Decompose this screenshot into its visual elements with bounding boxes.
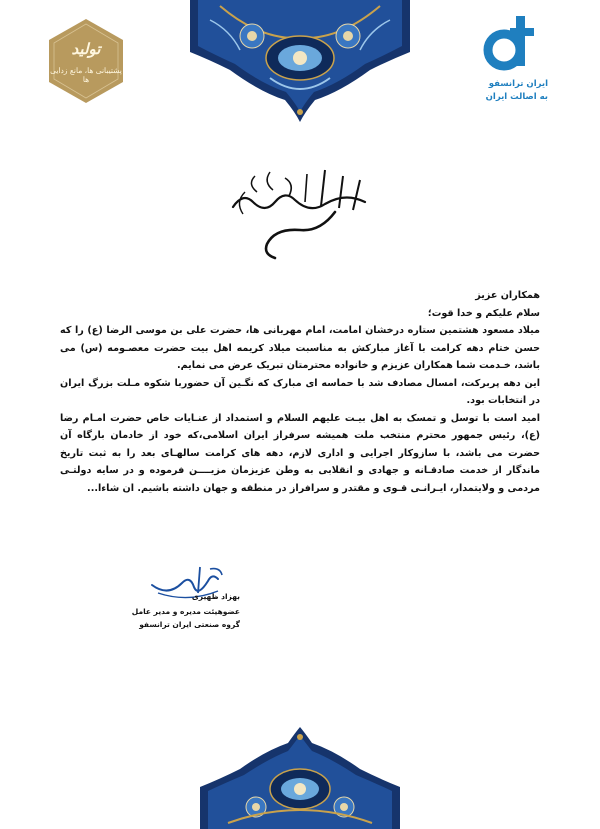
letter-body bbox=[60, 287, 540, 497]
salutation: همکاران عزیز bbox=[475, 290, 540, 301]
badge-title: تولید bbox=[71, 40, 101, 58]
paragraph-1: میلاد مسعود هشتمین ستاره درخشان امامت، امام مهربانی ها، حضرت علی بن موسی الرضا (ع) را که حسن ختام دهه کرامت با آغاز مبارکش به مناسبت میلاد کریمه اهل بیت حضرت معصـومه (س) می باشد، خـدمت شما همکاران عزیزم و خانواده محترمتان تبریک عرض می نمایم. bbox=[60, 325, 540, 371]
bottom-ornament bbox=[200, 727, 400, 829]
badge-subtitle: پشتیبانی ها، مانع زدایی ها bbox=[50, 66, 122, 84]
hexagon-badge-icon bbox=[48, 18, 124, 104]
signer-name: بهزاد ظهیری bbox=[191, 592, 240, 601]
greeting: سلام علیکم و خدا قوت؛ bbox=[427, 307, 540, 319]
signer-role: عضوهیئت مدیره و مدیر عامل bbox=[131, 607, 240, 616]
paragraph-3: امید است با توسل و تمسک به اهل بیـت علیهم السلام و استمداد از عنـایات خاص حضرت امـام رضا (ع)، رئیس جمهور محترم منتخب ملت همیشه سرفراز ایران اسلامی،که خود از خادمان بارگاه آن حضرت می باشد، با سازوکار اجرایی و اداری لازم، دهه های کرامت سالهـای بعد را به ثبت تاریخ ماندگار از خدمت صادقـانه و جهادی و انقلابی به وطن عزیزمان مزیــــن فرموده و در سایه دولتـی مردمی و ولایتمدار، ایـرانـی قـوی و مقتدر و سرافراز در منطقه و جهان داشته باشیم. ان شاءا... bbox=[60, 412, 540, 494]
iran-transfo-logo bbox=[470, 16, 548, 112]
iran-transfo-logo-icon bbox=[480, 16, 536, 76]
top-ornament bbox=[190, 0, 410, 122]
tolid-badge bbox=[48, 18, 124, 104]
signer-organization: گروه صنعتی ایران ترانسفو bbox=[139, 620, 240, 629]
logo-company-name: ایران ترانسفو bbox=[488, 79, 548, 89]
paragraph-2: این دهه پربرکت، امسال مصادف شد با حماسه ای مبارک که نگـین آن حضوربا شکوه مـلت بزرگ ایران در انتخابات بود. bbox=[60, 377, 540, 406]
logo-tagline: به اصالت ایران bbox=[485, 92, 548, 102]
bismillah-calligraphy bbox=[225, 162, 375, 262]
